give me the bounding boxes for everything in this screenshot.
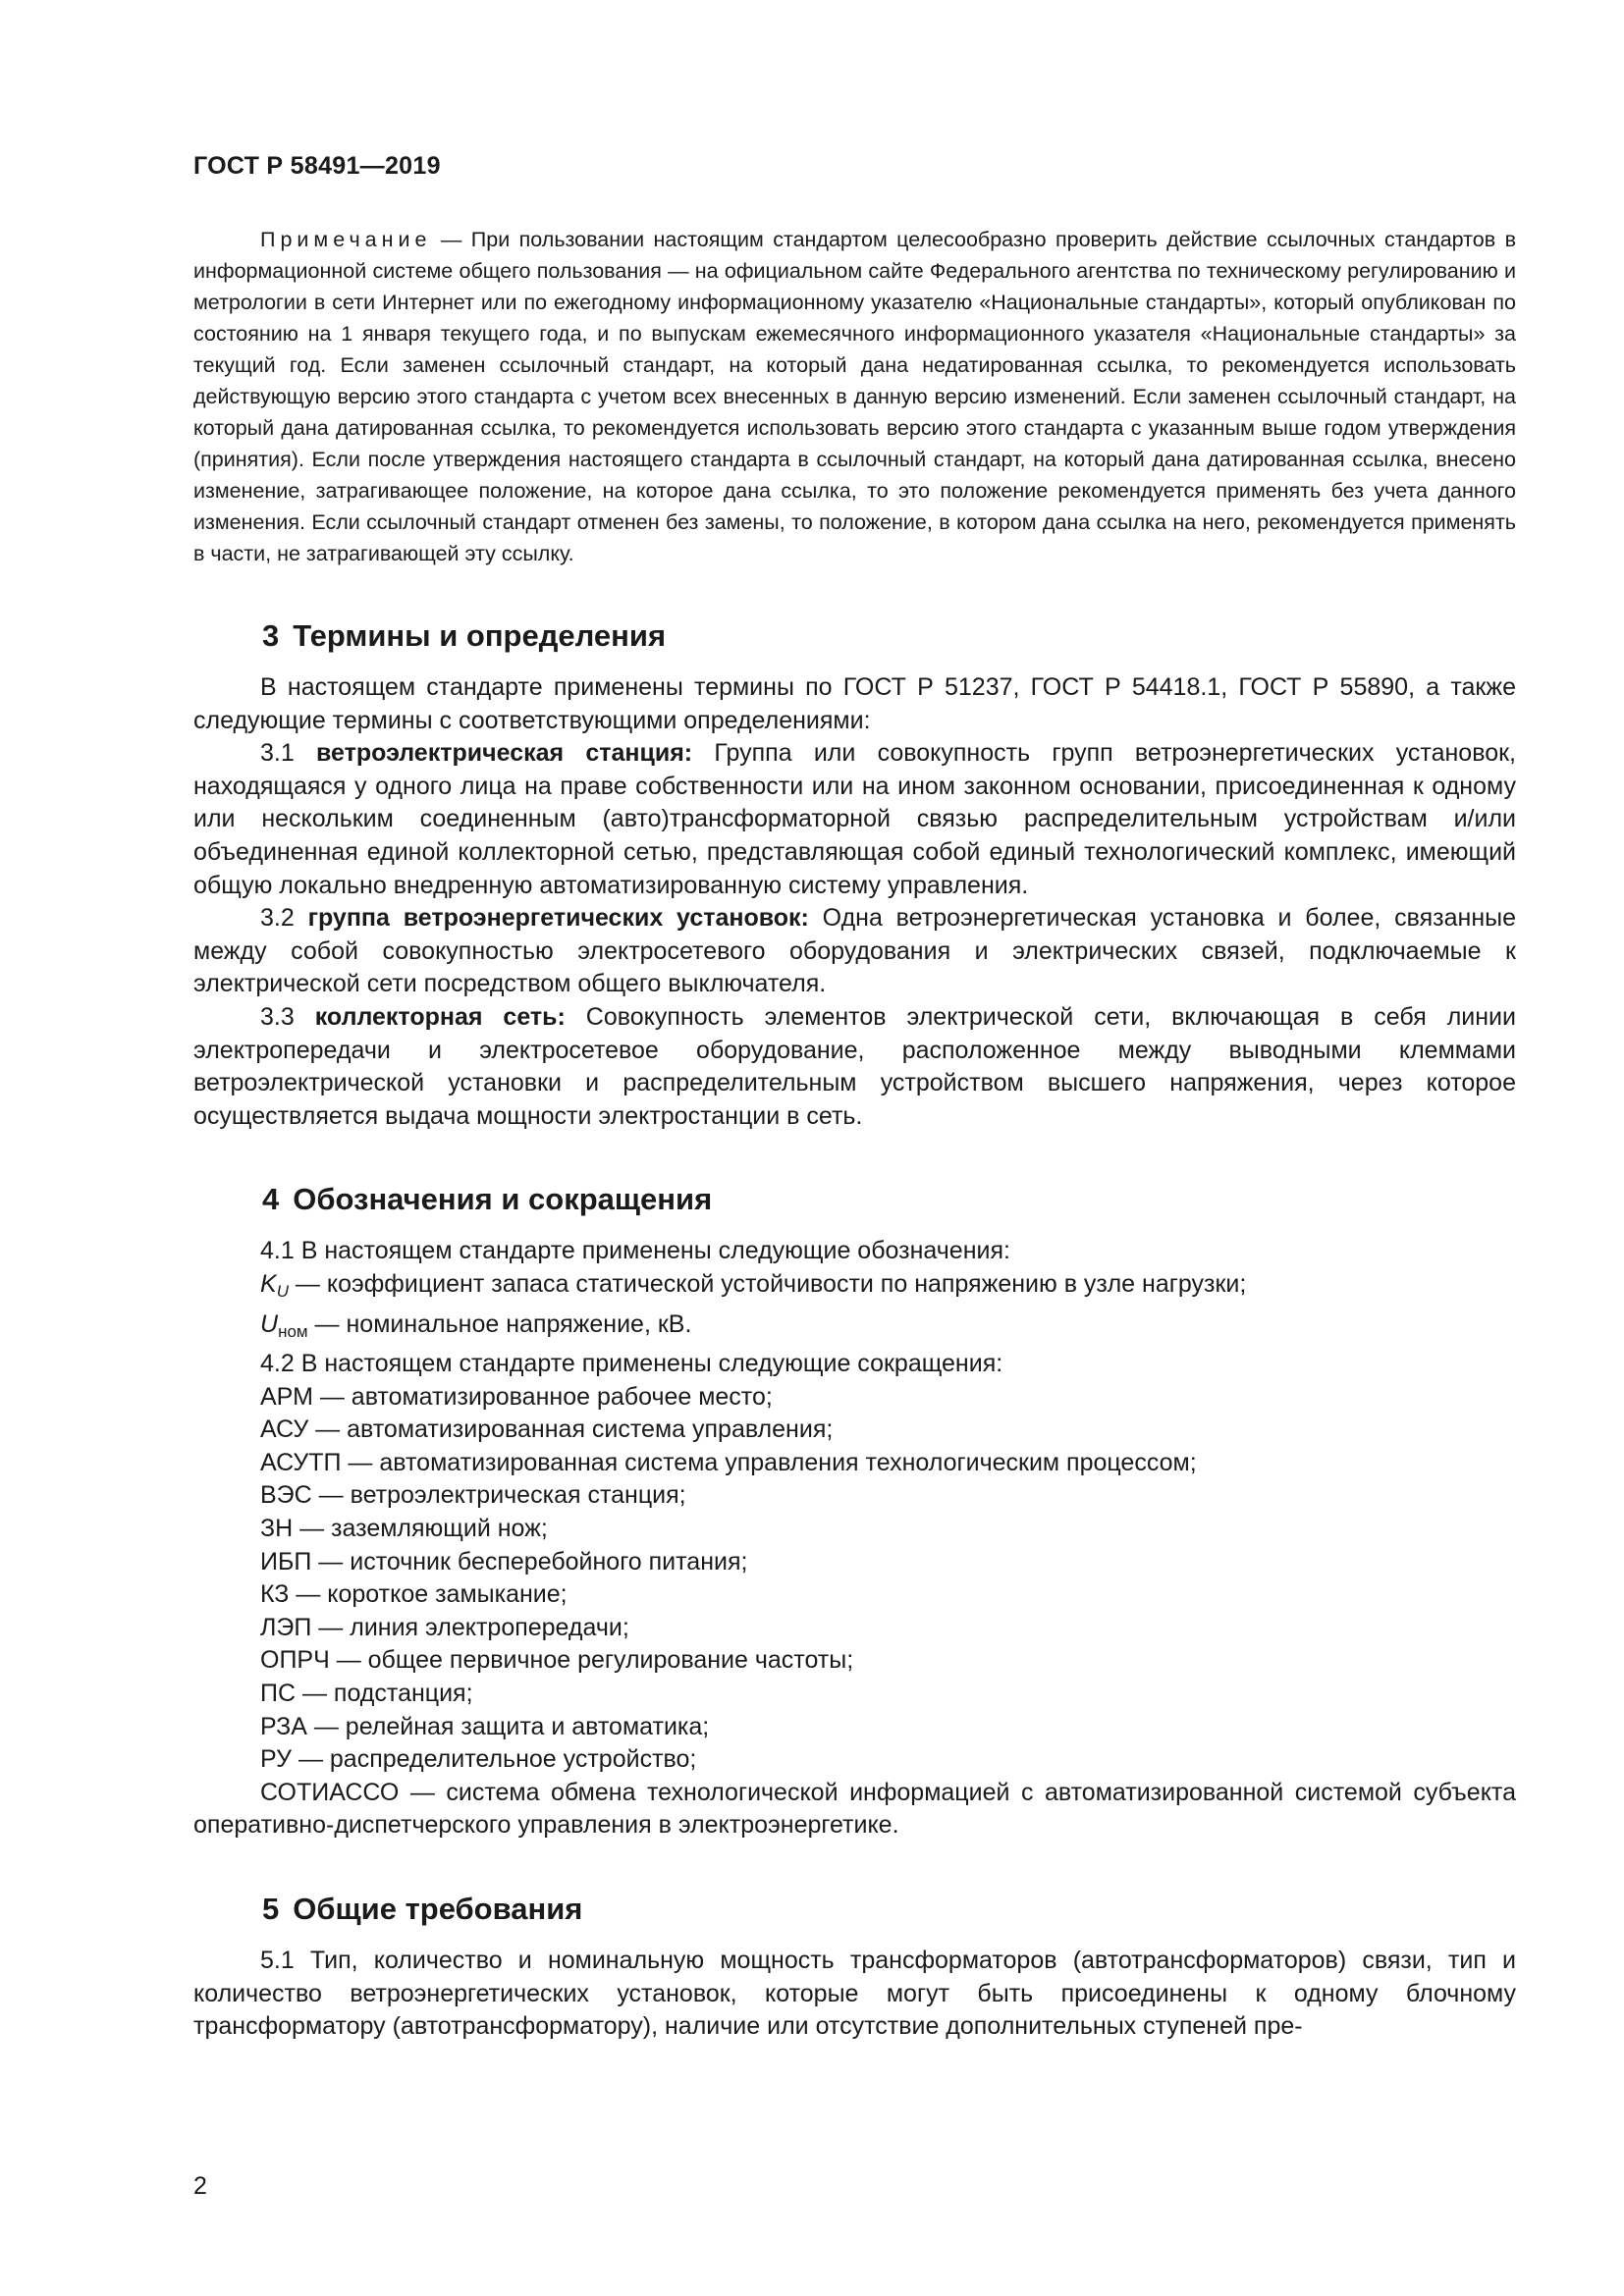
note-text: — При пользовании настоящим стандартом целесообразно проверить действие ссылочных стандартов в информационной системе общего пользования — на официальном сайте Федерального агентства по техническому регулированию и метрологии в сети Интернет или по ежегодному информационному указателю «Национальные стандарты», который опубликован по состоянию на 1 января текущего года, и по выпускам ежемесячного информационного указателя «Национальные стандарты» за текущий год. Если заменен ссылочный стандарт, на который дана недатированная ссылка, то рекомендуется использовать действующую версию этого стандарта с учетом всех внесенных в данную версию изменений. Если заменен ссылочный стандарт, на который дана датированная ссылка, то рекомендуется использовать версию этого стандарта с указанным выше годом утверждения (принятия). Если после утверждения настоящего стандарта в ссылочный стандарт, на который дана датированная ссылка, внесено изменение, затрагивающее положение, на которое дана ссылка, то это положение рекомендуется применять без учета данного изменения. Если ссылочный стандарт отменен без замены, то положение, в котором дана ссылка на него, рекомендуется применять в части, не затрагивающей эту ссылку.: [193, 228, 1516, 565]
page-content: [193, 224, 1516, 2044]
page-number: 2: [193, 2172, 207, 2200]
list-item: РЗА — релейная защита и автоматика;: [260, 1712, 710, 1740]
symbol-ku: [260, 1268, 1516, 1308]
term-definition: Совокупность элементов электрической сети, включающая в себя линии электропередачи и электросетевое оборудование, расположенное между выводными клеммами ветроэлектрической установки и распределительным устройством высшего напряжения, через которое осуществляется выдача мощности электростанции в сеть.: [193, 1002, 1516, 1130]
section-5-heading: [262, 1890, 1516, 1929]
term-3-2: [193, 902, 1516, 1001]
symbol-subscript: U: [276, 1281, 289, 1301]
symbol-definition: — номинальное напряжение, кВ.: [307, 1309, 692, 1338]
note-paragraph: [193, 224, 1516, 569]
symbol-unom: [260, 1308, 1516, 1349]
note-label: Примечание: [260, 228, 432, 251]
term-name: ветроэлектрическая станция:: [316, 739, 693, 768]
list-item: ВЭС — ветроэлектрическая станция;: [260, 1481, 686, 1510]
list-item: ЛЭП — линия электропередачи;: [260, 1613, 629, 1641]
section-5-title: Общие требования: [293, 1892, 583, 1926]
section-3-intro: В настоящем стандарте применены термины по ГОСТ Р 51237, ГОСТ Р 54418.1, ГОСТ Р 55890, а также следующие термины с соответствующими определениями:: [193, 673, 1516, 734]
term-number: 3.2: [260, 904, 295, 933]
list-item: АСУТП — автоматизированная система управления технологическим процессом;: [260, 1448, 1197, 1476]
list-item: АСУ — автоматизированная система управления;: [260, 1415, 834, 1444]
term-number: 3.3: [260, 1002, 295, 1031]
list-item-sotiasso: СОТИАССО — система обмена технологической информацией с автоматизированной системой субъекта оперативно-диспетчерского управления в электроэнергетике.: [193, 1778, 1516, 1840]
symbol-definition: — коэффициент запаса статической устойчивости по напряжению в узле нагрузки;: [288, 1269, 1247, 1298]
term-name: группа ветроэнергетических установок:: [307, 904, 809, 933]
section-5-paragraph: 5.1 Тип, количество и номинальную мощность трансформаторов (автотрансформаторов) связи, тип и количество ветроэнергетических установок, которые могут быть присоединены к одному блочному трансформатору (автотрансформатору), наличие или отсутствие дополнительных ступеней пре-: [193, 1947, 1516, 2041]
section-3-title: Термины и определения: [293, 618, 667, 653]
term-name: коллекторная сеть:: [314, 1002, 566, 1031]
list-item: АРМ — автоматизированное рабочее место;: [260, 1382, 773, 1411]
section-4-number: 4: [262, 1182, 280, 1217]
section-3-number: 3: [262, 618, 280, 653]
symbol-subscript: ном: [278, 1321, 308, 1341]
section-4-heading: [262, 1180, 1516, 1219]
section-3-heading: [262, 616, 1516, 656]
symbols-and-abbreviations-list: [193, 1235, 1516, 1842]
symbol-base: U: [260, 1309, 279, 1338]
list-item: ПС — подстанция;: [260, 1680, 473, 1708]
term-definition: Одна ветроэнергетическая установка и более, связанные между собой совокупностью электросетевого оборудования и электрических связей, подключаемые к электрической сети посредством общего выключателя.: [193, 904, 1516, 998]
abbreviations-intro: 4.2 В настоящем стандарте применены следующие сокращения:: [260, 1350, 1003, 1378]
symbols-intro: 4.1 В настоящем стандарте применены следующие обозначения:: [260, 1237, 1010, 1265]
list-item: КЗ — короткое замыкание;: [260, 1580, 568, 1609]
list-item: ИБП — источник бесперебойного питания;: [260, 1547, 748, 1575]
list-item: ОПРЧ — общее первичное регулирование частоты;: [260, 1646, 854, 1675]
document-code-header: ГОСТ Р 58491—2019: [193, 152, 441, 180]
term-number: 3.1: [260, 739, 295, 768]
symbol-base: K: [260, 1269, 277, 1298]
section-5-number: 5: [262, 1892, 280, 1926]
term-definition: Группа или совокупность групп ветроэнергетических установок, находящаяся у одного лица на праве собственности или на ином законном основании, присоединенная к одному или нескольким соединенным (авто)трансформаторной связью распределительным устройствам и/или объединенная единой коллекторной сетью, представляющая собой единый технологический комплекс, имеющий общую локально внедренную автоматизированную систему управления.: [193, 739, 1516, 899]
term-3-3: [193, 1001, 1516, 1133]
list-item: ЗН — заземляющий нож;: [260, 1515, 548, 1543]
section-4-title: Обозначения и сокращения: [293, 1182, 713, 1217]
term-3-1: [193, 737, 1516, 902]
list-item: РУ — распределительное устройство;: [260, 1745, 697, 1774]
